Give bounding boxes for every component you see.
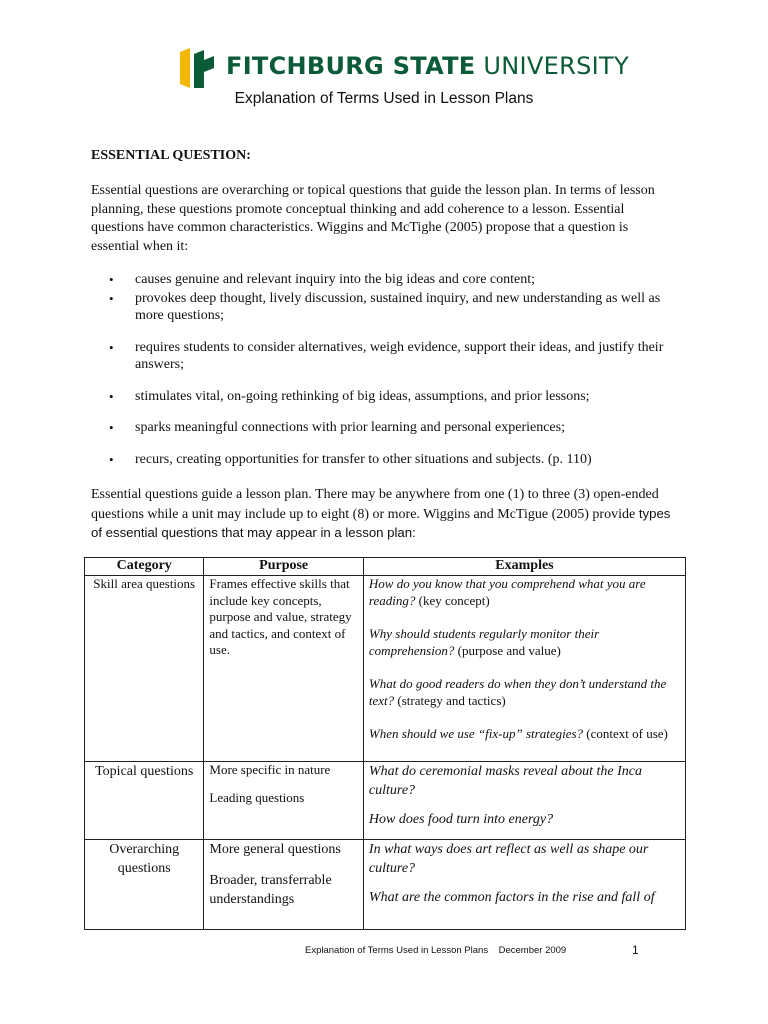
examples-cell [363, 840, 685, 930]
criteria-list [91, 271, 679, 468]
purpose-cell [204, 576, 364, 762]
question-types-table [84, 557, 686, 930]
list-item: • recurs, creating opportunities for transfer to other situations and subjects. (p. 110) [91, 451, 679, 469]
university-logo-icon [180, 46, 216, 90]
university-name-regular: UNIVERSITY [483, 52, 629, 80]
example-question: How do you know that you comprehend what you are reading? [368, 576, 646, 608]
table-row [85, 762, 686, 840]
category-cell: Skill area questions [85, 576, 204, 762]
section-heading: ESSENTIAL QUESTION: [91, 148, 251, 163]
examples-cell [363, 576, 685, 762]
example-question: How does food turn into energy? [368, 812, 554, 827]
document-title: Explanation of Terms Used in Lesson Plans [234, 90, 534, 107]
example-question: When should we use “fix-up” strategies? [368, 726, 584, 741]
page-footer: Explanation of Terms Used in Lesson Plans December 2009 [305, 945, 567, 956]
purpose-text: Leading questions [209, 790, 305, 805]
purpose-text: Frames effective skills that include key concepts, purpose and value, strategy and tactics, and context of use. [209, 576, 352, 657]
example-item [369, 626, 680, 659]
example-question: What do ceremonial masks reveal about the Inca culture? [368, 764, 642, 798]
page-number: 1 [632, 943, 639, 957]
example-question: In what ways does art reflect as well as shape our culture? [368, 842, 649, 876]
outro-text: Essential questions guide a lesson plan. There may be anywhere from one (1) to three (3) open-ended questions while a unit may include up to eight (8) or more. Wiggins and McTigue (2005) provide [91, 487, 659, 522]
list-item: • causes genuine and relevant inquiry into the big ideas and core content; [91, 271, 679, 289]
example-tag: (context of use) [583, 726, 668, 741]
example-item [369, 576, 680, 609]
example-item [369, 762, 680, 800]
purpose-cell [204, 840, 364, 930]
example-item [369, 726, 680, 743]
header-examples: Examples [363, 558, 685, 576]
list-item: • stimulates vital, on-going rethinking of big ideas, assumptions, and prior lessons; [91, 388, 679, 406]
example-question: What are the common factors in the rise and fall of [368, 890, 655, 905]
example-item [369, 676, 680, 709]
category-cell: Topical questions [85, 762, 204, 840]
header-purpose: Purpose [204, 558, 364, 576]
header-category: Category [85, 558, 204, 576]
category-cell: Overarching questions [85, 840, 204, 930]
example-question: Why should students regularly monitor their comprehension? [368, 626, 600, 658]
example-item [369, 840, 680, 878]
example-tag: (purpose and value) [454, 642, 561, 658]
example-tag: (key concept) [415, 592, 490, 608]
purpose-text: More specific in nature [209, 762, 331, 777]
table-row [85, 576, 686, 762]
outro-text-sans: types of essential questions that may appear in a lesson plan: [91, 505, 671, 540]
example-question: What do good readers do when they don’t understand the text? [368, 676, 667, 708]
list-item: • sparks meaningful connections with prior learning and personal experiences; [91, 419, 679, 437]
example-item [369, 888, 680, 907]
page-header [0, 44, 768, 94]
university-name-bold: FITCHBURG STATE [226, 52, 476, 80]
outro-paragraph [91, 486, 679, 544]
purpose-text: Broader, transferrable understandings [209, 873, 332, 907]
table-header-row [85, 558, 686, 576]
purpose-text: More general questions [209, 842, 341, 857]
list-item: • provokes deep thought, lively discussion, sustained inquiry, and new understanding as well as more questions; [91, 290, 679, 325]
example-item [369, 810, 680, 829]
list-item: • requires students to consider alternatives, weigh evidence, support their ideas, and justify their answers; [91, 339, 679, 374]
example-tag: (strategy and tactics) [394, 692, 506, 708]
university-name [226, 52, 629, 80]
table-row [85, 840, 686, 930]
purpose-cell [204, 762, 364, 840]
intro-paragraph: Essential questions are overarching or topical questions that guide the lesson plan. In terms of lesson planning, these questions promote conceptual thinking and add coherence to a lesson. Essential questions have common characteristics. Wiggins and McTighe (2005) propose that a question is essential when it: [91, 183, 655, 254]
examples-cell [363, 762, 685, 840]
